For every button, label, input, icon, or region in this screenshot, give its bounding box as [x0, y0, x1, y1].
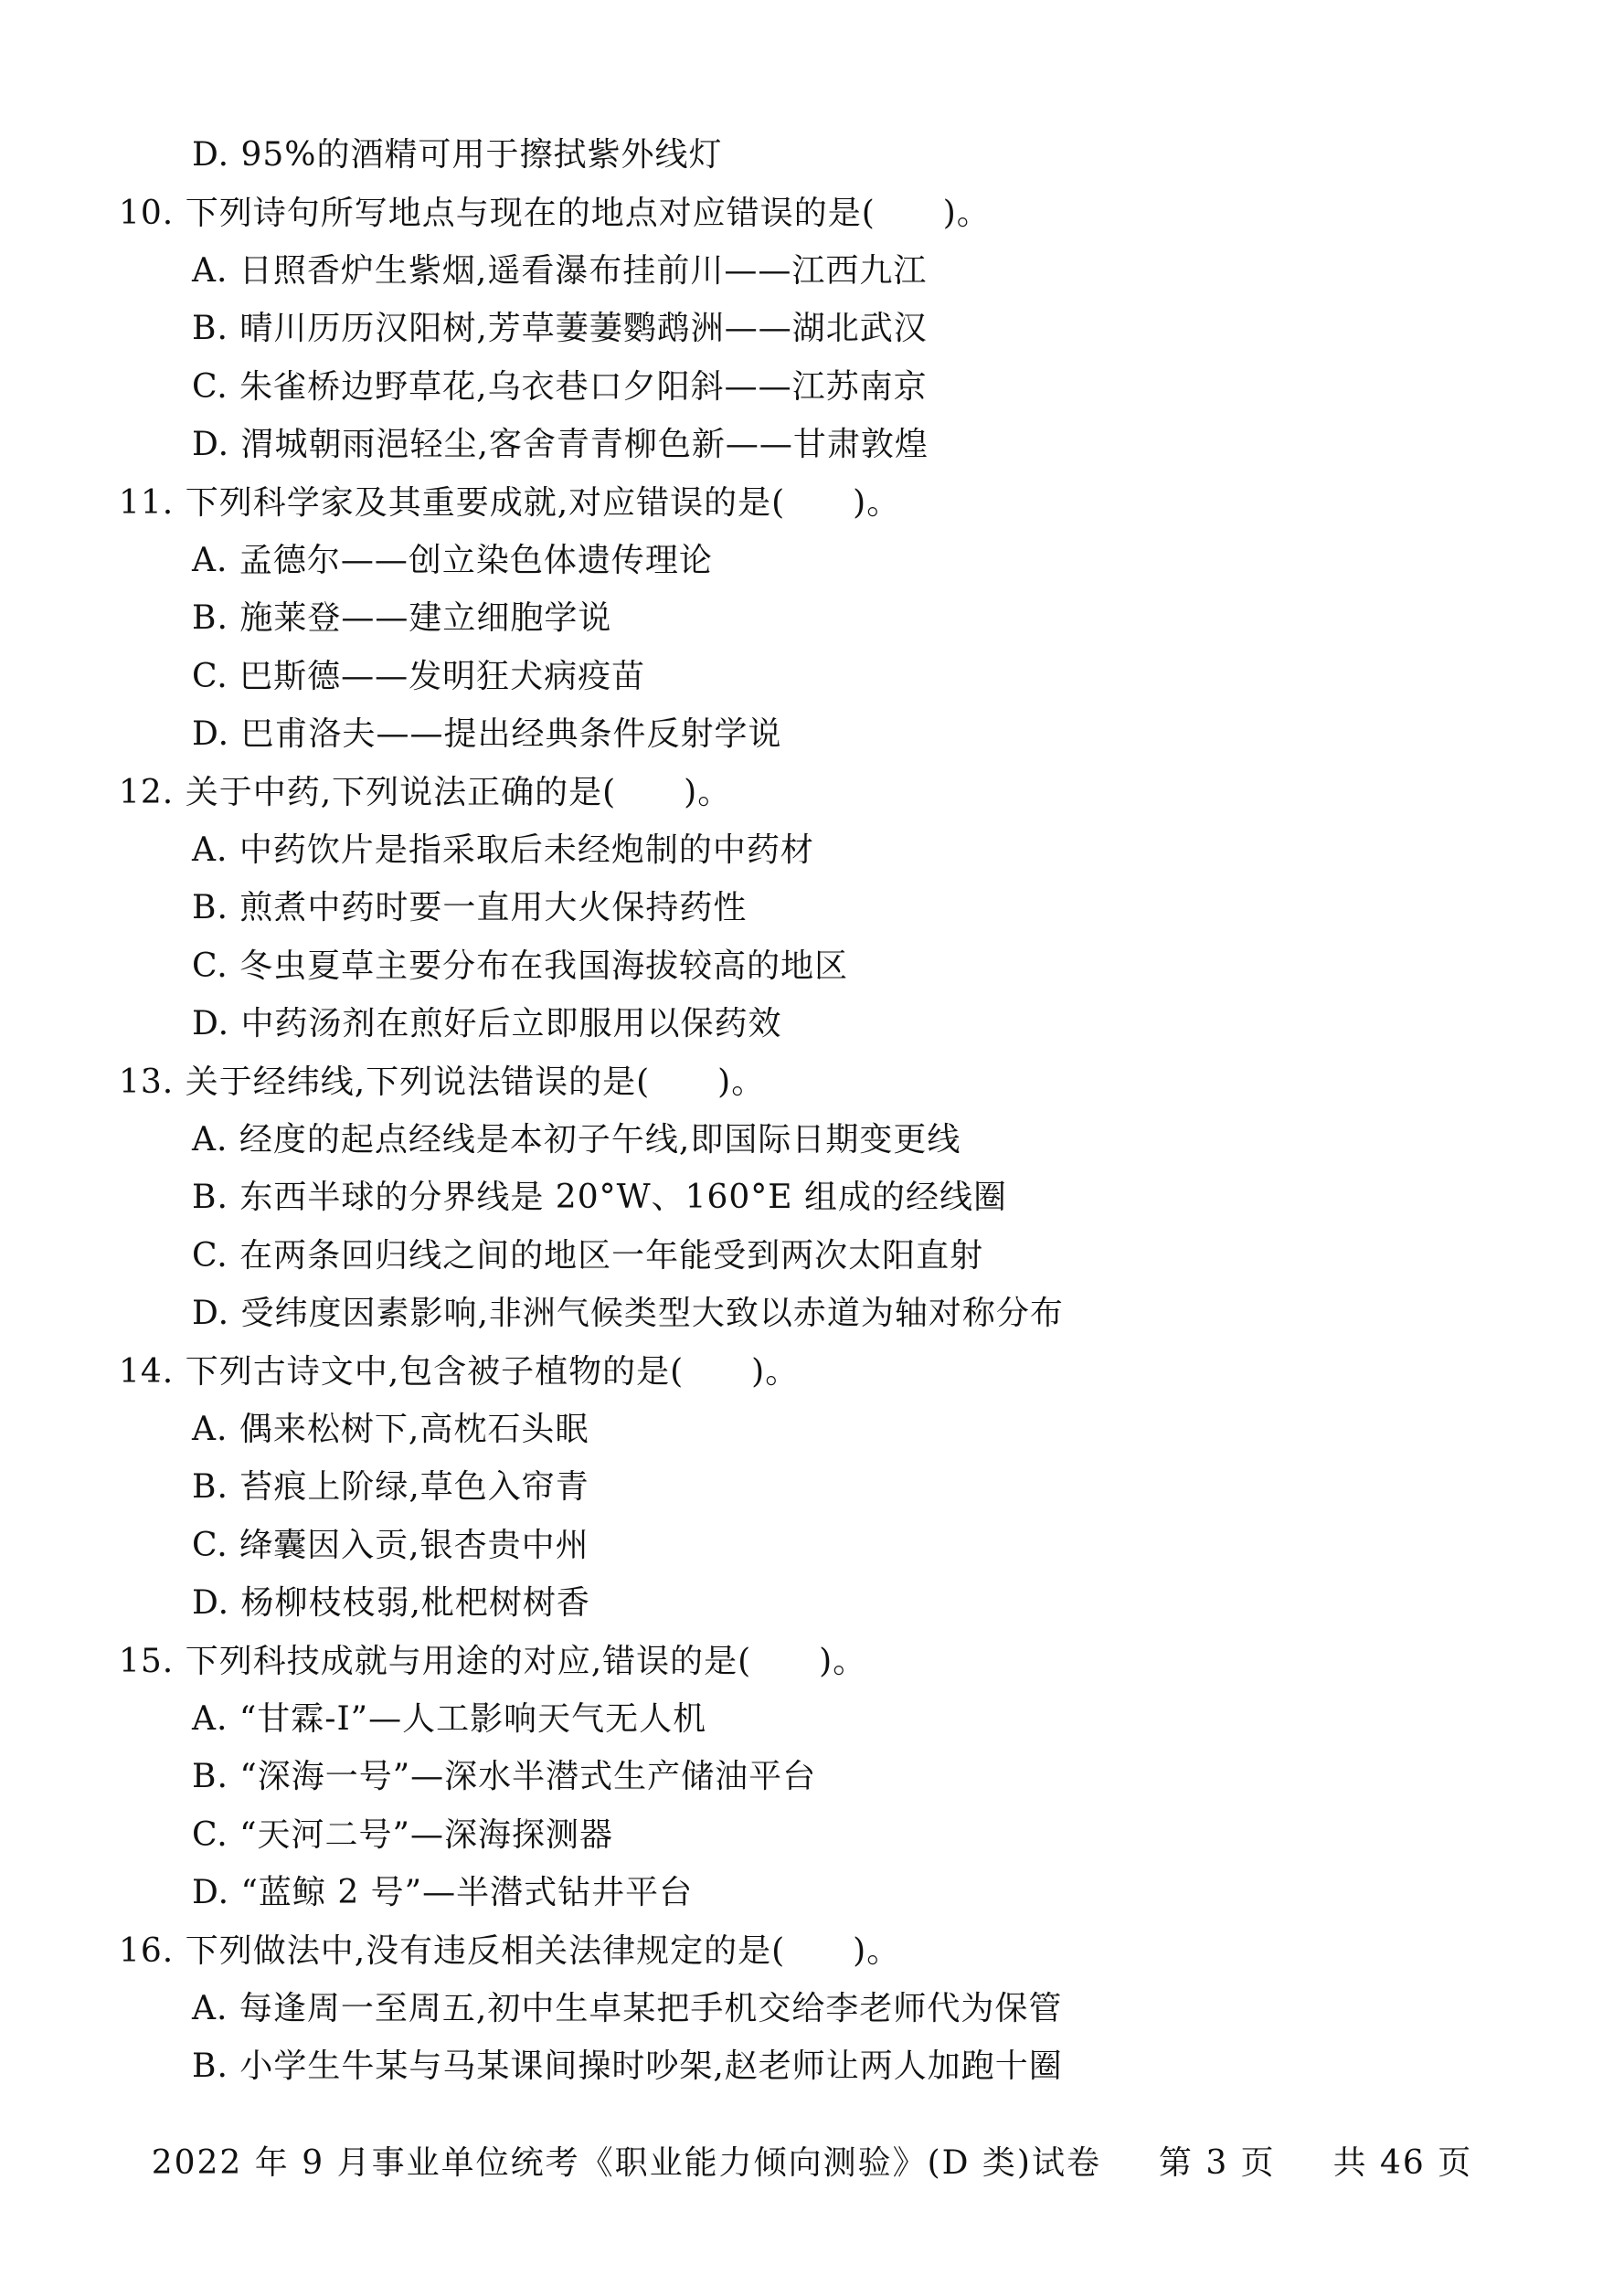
- question-11-option-a: A. 孟德尔——创立染色体遗传理论: [192, 542, 713, 579]
- question-10-option-d: D. 渭城朝雨浥轻尘,客舍青青柳色新——甘肃敦煌: [192, 426, 929, 463]
- question-14-option-b: B. 苔痕上阶绿,草色入帘青: [192, 1468, 589, 1506]
- question-10-option-a: A. 日照香炉生紫烟,遥看瀑布挂前川——江西九江: [192, 252, 928, 290]
- question-13-option-d: D. 受纬度因素影响,非洲气候类型大致以赤道为轴对称分布: [192, 1295, 1064, 1332]
- question-12-option-b: B. 煎煮中药时要一直用大火保持药性: [192, 889, 748, 926]
- footer-exam-title: 2022 年 9 月事业单位统考《职业能力倾向测验》(D 类)试卷: [151, 2144, 1101, 2182]
- question-13-option-c: C. 在两条回归线之间的地区一年能受到两次太阳直射: [192, 1237, 984, 1275]
- question-13-option-b: B. 东西半球的分界线是 20°W、160°E 组成的经线圈: [192, 1179, 1008, 1216]
- question-15-option-b: B. “深海一号”—深水半潜式生产储油平台: [192, 1758, 817, 1795]
- question-14-option-d: D. 杨柳枝枝弱,枇杷树树香: [192, 1584, 590, 1622]
- question-10-stem: 10. 下列诗句所写地点与现在的地点对应错误的是( )。: [119, 195, 991, 232]
- footer-page-number: 第 3 页: [1158, 2144, 1276, 2182]
- question-16-option-a: A. 每逢周一至周五,初中生卓某把手机交给李老师代为保管: [192, 1990, 1063, 2027]
- question-11-option-b: B. 施莱登——建立细胞学说: [192, 599, 612, 637]
- question-14-stem: 14. 下列古诗文中,包含被子植物的是( )。: [119, 1353, 800, 1391]
- question-14-option-a: A. 偶来松树下,高枕石头眠: [192, 1411, 589, 1448]
- question-14-option-c: C. 绛囊因入贡,银杏贵中州: [192, 1527, 589, 1564]
- question-10-option-b: B. 晴川历历汉阳树,芳草萋萋鹦鹉洲——湖北武汉: [192, 310, 928, 347]
- page-footer: [0, 2143, 1624, 2184]
- question-12-option-a: A. 中药饮片是指采取后未经炮制的中药材: [192, 831, 814, 869]
- question-16-stem: 16. 下列做法中,没有违反相关法律规定的是( )。: [119, 1932, 901, 1970]
- question-12-option-c: C. 冬虫夏草主要分布在我国海拔较高的地区: [192, 947, 849, 985]
- question-13-option-a: A. 经度的起点经线是本初子午线,即国际日期变更线: [192, 1121, 961, 1159]
- question-15-option-d: D. “蓝鲸 2 号”—半潜式钻井平台: [192, 1874, 694, 1911]
- question-11-option-c: C. 巴斯德——发明狂犬病疫苗: [192, 658, 646, 695]
- footer-total-pages: 共 46 页: [1332, 2144, 1473, 2182]
- question-15-option-a: A. “甘霖-I”—人工影响天气无人机: [192, 1700, 707, 1738]
- question-16-option-b: B. 小学生牛某与马某课间操时吵架,赵老师让两人加跑十圈: [192, 2047, 1063, 2085]
- question-13-stem: 13. 关于经纬线,下列说法错误的是( )。: [119, 1063, 766, 1101]
- question-10-option-c: C. 朱雀桥边野草花,乌衣巷口夕阳斜——江苏南京: [192, 368, 928, 406]
- question-11-stem: 11. 下列科学家及其重要成就,对应错误的是( )。: [119, 484, 901, 522]
- question-15-option-c: C. “天河二号”—深海探测器: [192, 1816, 613, 1854]
- question-12-option-d: D. 中药汤剂在煎好后立即服用以保药效: [192, 1005, 782, 1042]
- option-9d: D. 95%的酒精可用于擦拭紫外线灯: [192, 136, 723, 174]
- question-15-stem: 15. 下列科技成就与用途的对应,错误的是( )。: [119, 1643, 867, 1680]
- question-11-option-d: D. 巴甫洛夫——提出经典条件反射学说: [192, 715, 782, 753]
- question-12-stem: 12. 关于中药,下列说法正确的是( )。: [119, 774, 732, 811]
